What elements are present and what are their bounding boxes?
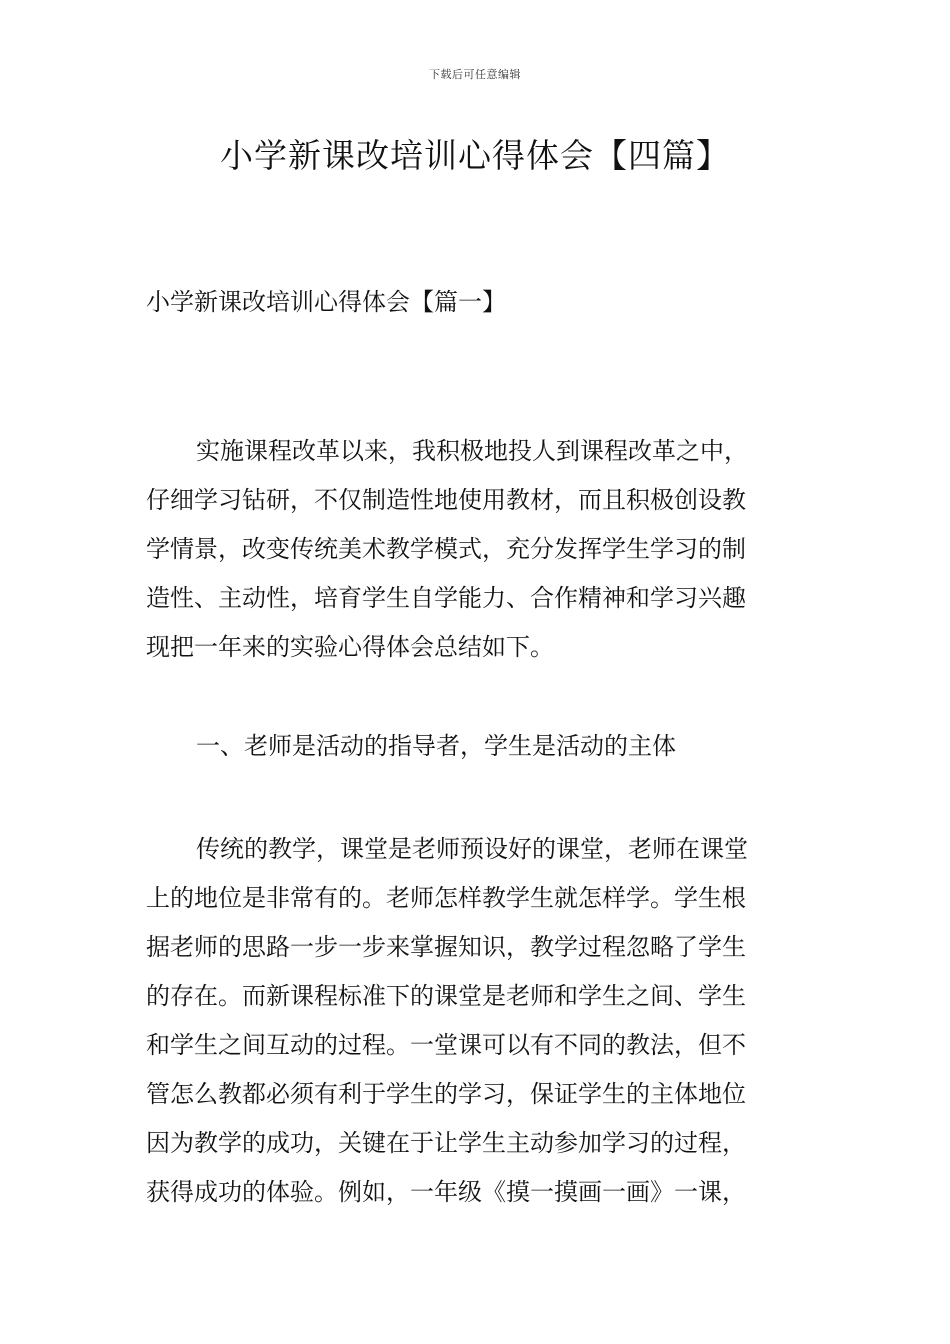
paragraph-line: 因为教学的成功，关键在于让学生主动参加学习的过程， (146, 1129, 746, 1157)
section-title: 小学新课改培训心得体会【篇一】 (146, 288, 506, 316)
paragraph-line: 管怎么教都必须有利于学生的学习，保证学生的主体地位 (146, 1080, 746, 1108)
paragraph-line: 现把一年来的实验心得体会总结如下。 (146, 633, 554, 661)
header-note: 下载后可任意编辑 (429, 68, 521, 81)
paragraph-line: 仔细学习钻研，不仅制造性地使用教材，而且积极创设教 (146, 486, 746, 514)
paragraph-line: 传统的教学，课堂是老师预设好的课堂，老师在课堂 (196, 835, 748, 863)
subheading-1 (146, 722, 808, 771)
paragraph-line: 学情景，改变传统美术教学模式，充分发挥学生学习的制 (146, 535, 746, 563)
paragraph-line: 据老师的思路一步一步来掌握知识，教学过程忽略了学生 (146, 933, 746, 961)
paragraph-line: 上的地位是非常有的。老师怎样教学生就怎样学。学生根 (146, 884, 746, 912)
paragraph-line: 实施课程改革以来，我积极地投人到课程改革之中， (196, 437, 748, 465)
document-title: 小学新课改培训心得体会【四篇】 (220, 136, 730, 175)
subheading-text: 一、老师是活动的指导者，学生是活动的主体 (196, 732, 676, 760)
paragraph-1 (146, 427, 808, 672)
paragraph-2 (146, 825, 808, 1217)
paragraph-line: 的存在。而新课程标准下的课堂是老师和学生之间、学生 (146, 982, 746, 1010)
paragraph-line: 造性、主动性，培育学生自学能力、合作精神和学习兴趣 (146, 584, 746, 612)
paragraph-line: 和学生之间互动的过程。一堂课可以有不同的教法，但不 (146, 1031, 746, 1059)
paragraph-line: 获得成功的体验。例如，一年级《摸一摸画一画》一课， (146, 1178, 746, 1206)
